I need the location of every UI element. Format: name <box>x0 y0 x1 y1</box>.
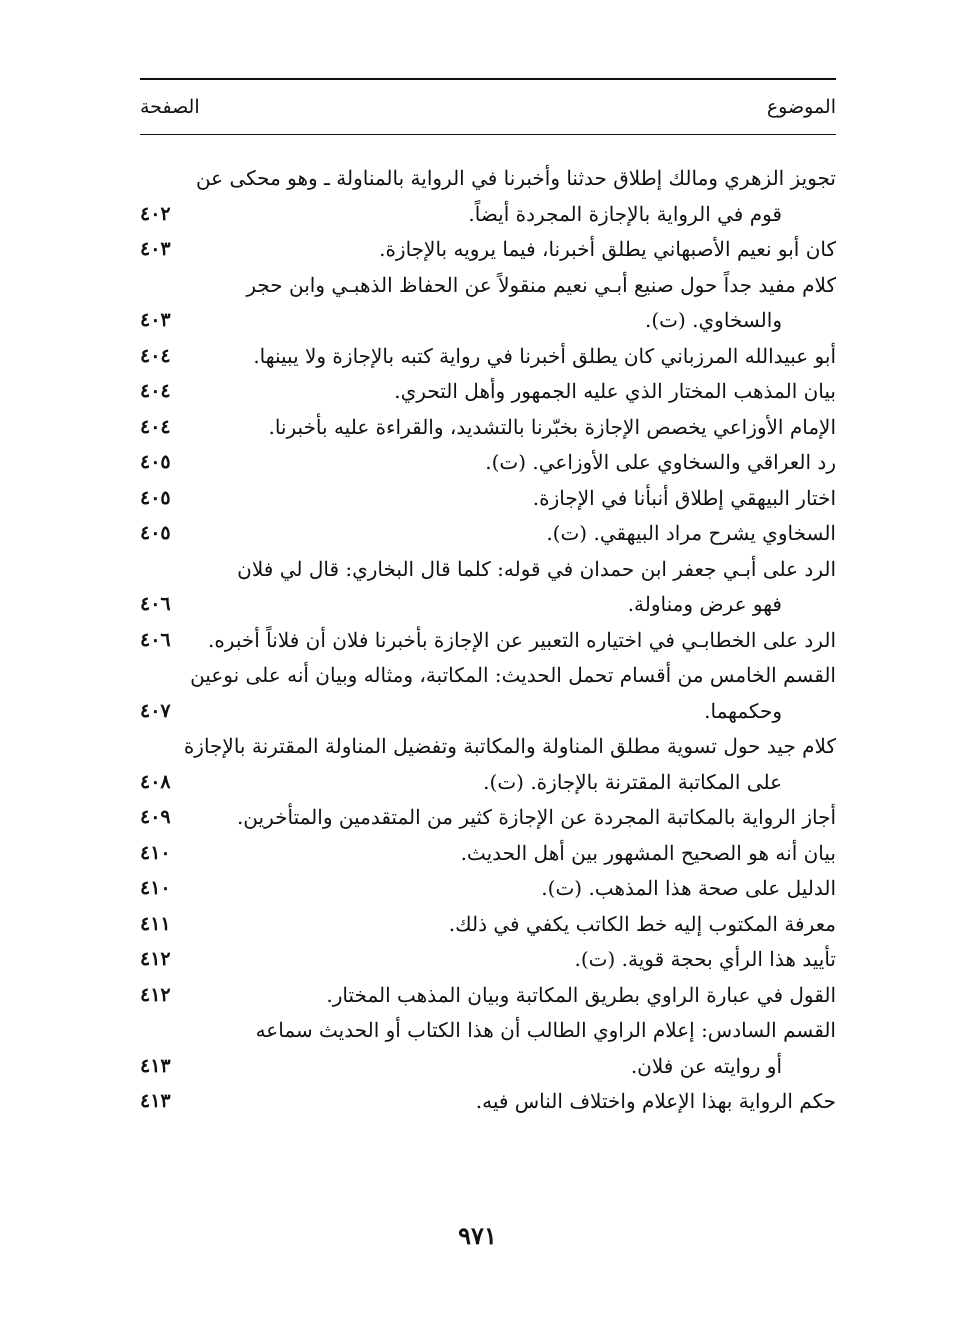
toc-entry-page: ٤٠٣ <box>140 238 171 260</box>
toc-entry <box>140 339 836 375</box>
toc-entry-page: ٤٠٥ <box>140 486 171 509</box>
toc-entry-page: ٤٠٦ <box>140 628 171 651</box>
toc-entry-line: تأييد هذا الرأي بحجة قوية. (ت). <box>574 947 836 971</box>
header <box>140 80 836 134</box>
toc-entry-text <box>202 268 836 339</box>
toc-entry-text <box>202 481 836 517</box>
footer-page-number: ٩٧١ <box>458 1221 497 1250</box>
toc-entry <box>140 481 836 517</box>
toc-entry-line: قوم في الرواية بالإجازة المجردة أيضاً. <box>468 201 782 226</box>
toc-entry-page: ٤٠٨ <box>140 770 171 793</box>
toc-entry-text <box>202 445 836 481</box>
toc-entry <box>140 232 836 268</box>
toc-entry-page: ٤٠٤ <box>140 344 171 367</box>
toc-entry <box>140 161 836 232</box>
toc-entry-line: تجويز الزهري ومالك إطلاق حدثنا وأخبرنا في الرواية بالمناولة ـ وهو محكى عن <box>195 166 836 190</box>
toc-entry <box>140 410 836 446</box>
toc-entry <box>140 836 836 872</box>
toc-entry-text <box>202 978 836 1014</box>
toc-entry-text <box>202 552 836 623</box>
toc-entry <box>140 516 836 552</box>
toc-entry-line: بيان المذهب المختار الذي عليه الجمهور وأهل التحري. <box>394 379 836 403</box>
toc-entry-line: القسم السادس: إعلام الراوي الطالب أن هذا الكتاب أو الحديث سماعه <box>255 1018 836 1042</box>
toc-entry <box>140 374 836 410</box>
toc-entry <box>140 1084 836 1120</box>
header-rule <box>140 134 836 135</box>
toc-entry-line: الإمام الأوزاعي يخصص الإجازة بخبّرنا بالتشديد، والقراءة عليه بأخبرنا. <box>268 414 836 439</box>
toc-entry-page: ٤٠٩ <box>140 806 171 828</box>
toc-entry-page: ٤٠٧ <box>140 699 171 722</box>
page-column-label: الصفحة <box>140 96 200 118</box>
toc-entry <box>140 268 836 339</box>
toc-entry-line: معرفة المكتوب إليه خط الكاتب يكفي في ذلك. <box>448 911 836 936</box>
toc-entry-text <box>195 161 836 232</box>
subject-column-label: الموضوع <box>766 96 836 118</box>
toc-entry-text <box>202 374 836 410</box>
toc-entry-page: ٤٠٥ <box>140 522 171 544</box>
toc-entry <box>140 978 836 1014</box>
toc-entry <box>140 1013 836 1084</box>
toc-entry <box>140 658 836 729</box>
toc-entry-page: ٤١٢ <box>140 948 171 970</box>
toc-entry-page: ٤٠٣ <box>140 309 171 331</box>
toc-entry-page: ٤١١ <box>140 912 171 935</box>
toc-entry-line: كلام جيد حول تسوية مطلق المناولة والمكاتبة وتفضيل المناولة المقترنة بالإجازة <box>183 734 836 758</box>
toc-entry-page: ٤١٢ <box>140 983 171 1006</box>
toc-entry <box>140 729 836 800</box>
toc-entry <box>140 445 836 481</box>
toc-entry-line: القسم الخامس من أقسام تحمل الحديث: المكاتبة، ومثاله وبيان أنه على نوعين <box>190 663 836 687</box>
toc-entry-line: فهو عرض ومناولة. <box>627 592 782 616</box>
toc-entry-line: أجاز الرواية بالمكاتبة المجردة عن الإجازة كثير من المتقدمين والمتأخرين. <box>236 805 836 829</box>
toc-entry-text <box>202 232 836 268</box>
toc-entry-text <box>202 1013 836 1084</box>
toc-entry-text <box>202 871 836 907</box>
toc-entry-line: اختار البيهقي إطلاق أنبأنا في الإجازة. <box>532 485 836 510</box>
toc-entry-text <box>202 942 836 978</box>
toc-entry-text <box>202 516 836 552</box>
toc-entry-line: أو روايته عن فلان. <box>630 1053 782 1078</box>
toc-entry-text <box>183 729 836 800</box>
toc-entry-line: القول في عبارة الراوي بطريق المكاتبة وبيان المذهب المختار. <box>326 982 836 1007</box>
toc-entry <box>140 871 836 907</box>
toc-entry-line: والسخاوي. (ت). <box>645 308 782 332</box>
toc-entry-page: ٤١٣ <box>140 1090 171 1112</box>
toc-entry-line: كان أبو نعيم الأصبهاني يطلق أخبرنا، فيما يرويه بالإجازة. <box>379 237 836 261</box>
toc-entry <box>140 552 836 623</box>
toc-entry-text <box>190 658 836 729</box>
toc-entry-text <box>202 836 836 872</box>
toc-entry <box>140 623 836 659</box>
toc-entry-text <box>202 410 836 446</box>
toc-entry-line: رد العراقي والسخاوي على الأوزاعي. (ت). <box>485 450 836 474</box>
toc-entry-text <box>202 800 836 836</box>
toc-entry-page: ٤٠٢ <box>140 202 171 225</box>
toc-entry-line: الرد على أبـي جعفر ابن حمدان في قوله: كلما قال البخاري: قال لي فلان <box>237 556 836 581</box>
toc-entry-line: الرد على الخطابـي في اختياره التعبير عن الإجازة بأخبرنا فلان أن فلاناً أخبره. <box>207 627 836 652</box>
toc-entry <box>140 800 836 836</box>
toc-entry-text <box>202 623 836 659</box>
toc-entry-line: كلام مفيد جداً حول صنيع أبـي نعيم منقولاً عن الحفاظ الذهبـي وابن حجر <box>246 272 836 297</box>
toc-entry-page: ٤٠٤ <box>140 380 171 402</box>
toc-entry <box>140 907 836 943</box>
toc-entry <box>140 942 836 978</box>
toc-entry-page: ٤٠٦ <box>140 593 171 615</box>
toc-entry-line: بيان أنه هو الصحيح المشهور بين أهل الحديث. <box>460 840 836 865</box>
toc-entry-line: على المكاتبة المقترنة بالإجازة. (ت). <box>483 769 782 794</box>
toc-entry-line: السخاوي يشرح مراد البيهقي. (ت). <box>546 521 836 545</box>
toc-entry-page: ٤١٠ <box>140 841 171 864</box>
toc-entry-text <box>202 339 836 375</box>
toc-entry-line: حكم الرواية بهذا الإعلام واختلاف الناس فيه. <box>475 1089 836 1113</box>
toc-entry-page: ٤٠٥ <box>140 451 171 473</box>
toc-entry-line: وحكمهما. <box>704 698 782 723</box>
page <box>140 78 836 1120</box>
toc-entry-page: ٤١٣ <box>140 1054 171 1077</box>
toc-entry-text <box>202 1084 836 1120</box>
toc-entry-page: ٤٠٤ <box>140 415 171 438</box>
toc-entry-page: ٤١٠ <box>140 877 171 899</box>
toc-entry-line: الدليل على صحة هذا المذهب. (ت). <box>541 876 836 900</box>
toc-list <box>140 161 836 1120</box>
toc-entry-text <box>202 907 836 943</box>
toc-entry-line: أبو عبيدالله المرزباني كان يطلق أخبرنا في رواية كتبه بالإجازة ولا يبينها. <box>253 343 836 368</box>
